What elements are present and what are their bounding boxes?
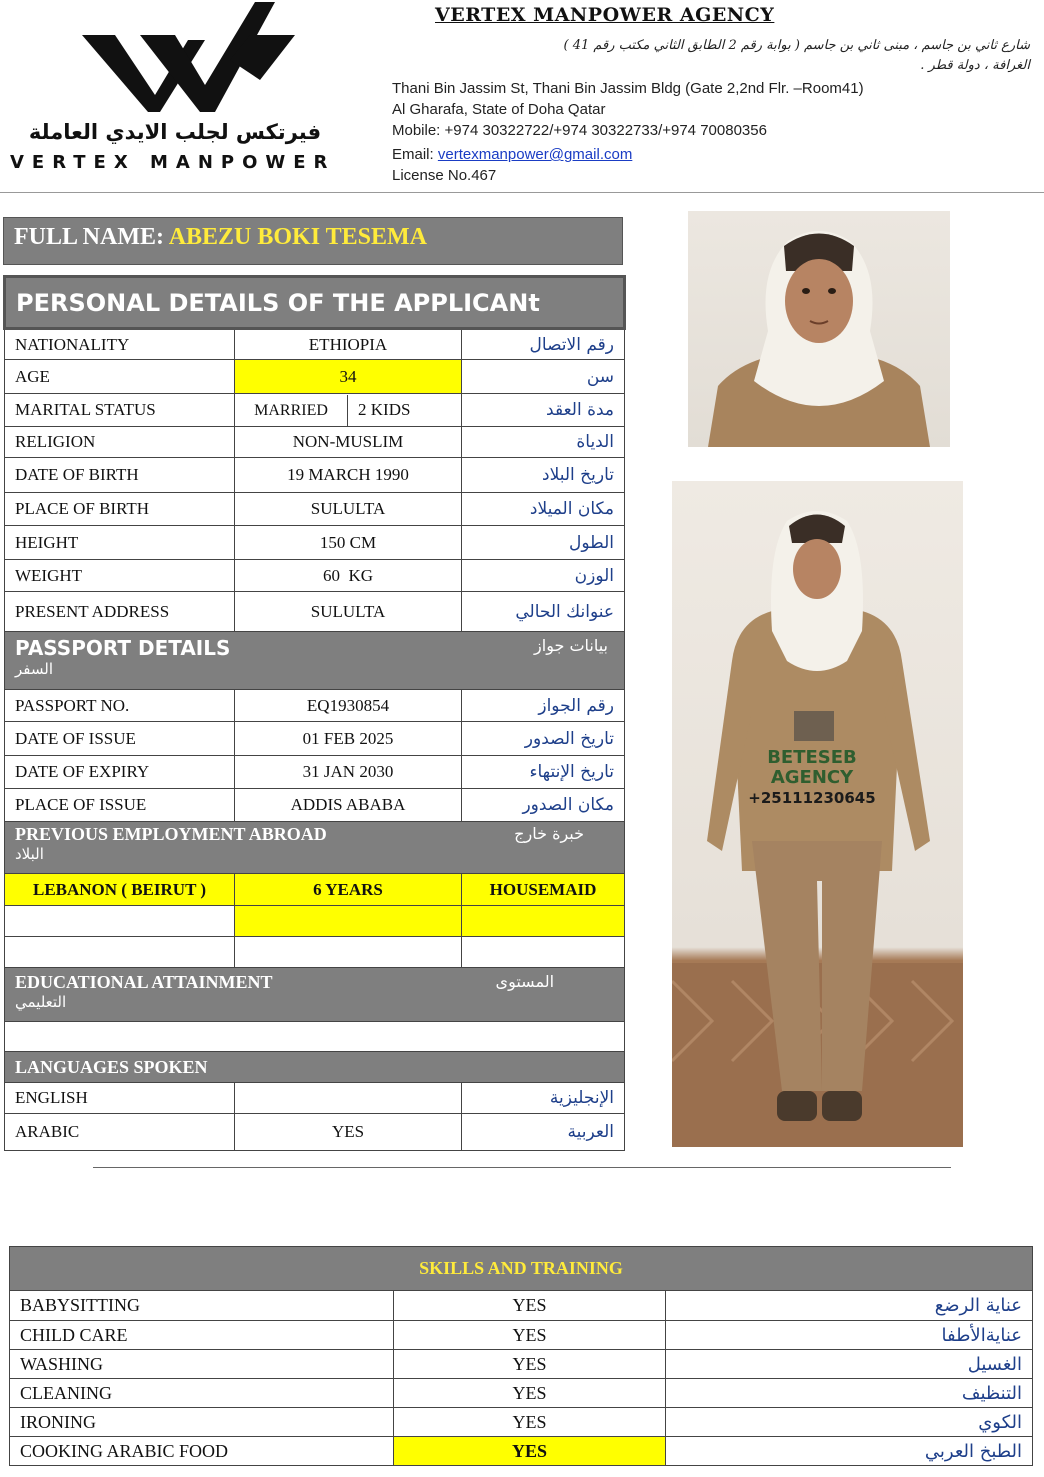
passport-no-label-ar: رقم الجواز: [462, 690, 625, 722]
email-line: [392, 146, 632, 163]
employment-empty-cell: [235, 906, 462, 937]
headshot-illustration: [688, 211, 950, 447]
table-row: [5, 394, 625, 427]
washing-label: WASHING: [10, 1350, 394, 1379]
employment-heading-row: [5, 822, 625, 874]
kids-value: 2 KIDS: [358, 400, 411, 419]
table-row: [10, 1350, 1033, 1379]
passport-details-heading: PASSPORT DETAILS: [15, 636, 231, 660]
date-of-issue-label: DATE OF ISSUE: [5, 722, 235, 756]
table-row: [10, 1321, 1033, 1350]
place-of-birth-label: PLACE OF BIRTH: [5, 493, 235, 526]
full-name-field: [14, 224, 427, 251]
shirt-print-line-2: AGENCY: [770, 767, 854, 788]
education-empty-cell: [5, 1022, 625, 1052]
vertex-logo: [80, 0, 320, 115]
passport-heading-ar-2: السفر: [15, 660, 53, 678]
passport-heading-row: [5, 632, 625, 690]
employment-empty-cell: [5, 906, 235, 937]
place-of-issue-value: ADDIS ABABA: [235, 789, 462, 822]
employment-duration: 6 YEARS: [235, 874, 462, 906]
email-label: Email:: [392, 146, 434, 163]
header-divider: [0, 192, 1044, 193]
arabic-label-ar: العربية: [462, 1114, 625, 1151]
height-label: HEIGHT: [5, 526, 235, 560]
date-of-expiry-label: DATE OF EXPIRY: [5, 756, 235, 789]
nationality-label: NATIONALITY: [5, 329, 235, 360]
marital-status-value: MARRIED: [235, 395, 348, 426]
table-row: [5, 1114, 625, 1151]
educational-attainment-heading: EDUCATIONAL ATTAINMENT: [15, 972, 273, 992]
passport-heading-ar: بيانات جواز: [534, 636, 609, 655]
weight-label-ar: الوزن: [462, 560, 625, 592]
table-row: [5, 1022, 625, 1052]
skills-table: [9, 1246, 1033, 1466]
full-body-photo: [672, 481, 963, 1147]
child-care-label-ar: عنايةالأطفا: [666, 1321, 1033, 1350]
religion-label-ar: الدياة: [462, 427, 625, 458]
date-of-expiry-value: 31 JAN 2030: [235, 756, 462, 789]
marital-status-cell: [235, 394, 462, 427]
present-address-label: PRESENT ADDRESS: [5, 592, 235, 632]
table-row: [5, 722, 625, 756]
english-label: ENGLISH: [5, 1083, 235, 1114]
cleaning-label-ar: التنظيف: [666, 1379, 1033, 1408]
child-care-label: CHILD CARE: [10, 1321, 394, 1350]
address-arabic: شارع ثاني بن جاسم ، مبنى ثاني بن جاسم ( بوابة رقم 2 الطابق الثاني مكتب رقم 41 ) الغرافة ، دولة قطر .: [563, 38, 1030, 73]
languages-spoken-heading: LANGUAGES SPOKEN: [5, 1052, 625, 1083]
place-of-issue-label: PLACE OF ISSUE: [5, 789, 235, 822]
agency-title: VERTEX MANPOWER AGENCY: [435, 4, 775, 26]
arabic-label: ARABIC: [5, 1114, 235, 1151]
employment-heading-ar-2: البلاد: [15, 845, 44, 863]
headshot-photo: [688, 211, 950, 447]
personal-details-heading: PERSONAL DETAILS OF THE APPLICANt: [5, 277, 625, 329]
table-row: [10, 1379, 1033, 1408]
height-value: 150 CM: [235, 526, 462, 560]
passport-no-value: EQ1930854: [235, 690, 462, 722]
cooking-arabic-food-value: YES: [394, 1437, 666, 1466]
table-row: [5, 1083, 625, 1114]
employment-heading-ar: خبرة خارج: [514, 824, 585, 843]
education-heading-ar: المستوى: [495, 972, 555, 991]
logo-english-text: VERTEX MANPOWER: [10, 152, 336, 173]
education-heading-ar-2: التعليمي: [15, 993, 67, 1011]
address-english-line-2: Al Gharafa, State of Doha Qatar: [392, 101, 606, 118]
skills-heading: SKILLS AND TRAINING: [10, 1247, 1033, 1291]
ironing-label: IRONING: [10, 1408, 394, 1437]
employment-empty-cell: [235, 937, 462, 968]
table-row: [5, 756, 625, 789]
table-row: [5, 526, 625, 560]
place-of-issue-label-ar: مكان الصدور: [462, 789, 625, 822]
logo-arabic-text: فيرتكس لجلب الايدي العاملة: [28, 120, 322, 144]
employment-position: HOUSEMAID: [462, 874, 625, 906]
table-row: [5, 937, 625, 968]
age-value: 34: [235, 360, 462, 394]
education-heading-row: [5, 968, 625, 1022]
table-row: [10, 1291, 1033, 1321]
table-row: [5, 560, 625, 592]
date-of-expiry-label-ar: تاريخ الإنتهاء: [462, 756, 625, 789]
marital-status-label: MARITAL STATUS: [5, 394, 235, 427]
religion-label: RELIGION: [5, 427, 235, 458]
shirt-print-line-3: +25111230645: [748, 789, 876, 807]
child-care-value: YES: [394, 1321, 666, 1350]
mobile-numbers: Mobile: +974 30322722/+974 30322733/+974 70080356: [392, 122, 767, 139]
employment-country: LEBANON ( BEIRUT ): [5, 874, 235, 906]
table-row: [5, 874, 625, 906]
license-number: License No.467: [392, 167, 497, 184]
english-label-ar: الإنجليزية: [462, 1083, 625, 1114]
employment-empty-cell: [5, 937, 235, 968]
table-row: [10, 1408, 1033, 1437]
weight-label: WEIGHT: [5, 560, 235, 592]
address-english-line-1: Thani Bin Jassim St, Thani Bin Jassim Bldg (Gate 2,2nd Flr. –Room41): [392, 80, 864, 97]
cleaning-value: YES: [394, 1379, 666, 1408]
height-label-ar: الطول: [462, 526, 625, 560]
table-row: [5, 906, 625, 937]
full-body-illustration: [672, 481, 963, 1147]
table-row: [5, 592, 625, 632]
place-of-birth-label-ar: مكان الميلاد: [462, 493, 625, 526]
table-row: [5, 493, 625, 526]
babysitting-label-ar: عناية الرضع: [666, 1291, 1033, 1321]
email-link[interactable]: vertexmanpower@gmail.com: [437, 146, 633, 163]
table-row: [5, 427, 625, 458]
date-of-issue-label-ar: تاريخ الصدور: [462, 722, 625, 756]
previous-employment-heading: PREVIOUS EMPLOYMENT ABROAD: [15, 824, 327, 844]
full-name-label: FULL NAME:: [14, 224, 164, 250]
present-address-label-ar: عنوانك الحالي: [462, 592, 625, 632]
age-label-ar: سن: [462, 360, 625, 394]
date-of-birth-label: DATE OF BIRTH: [5, 458, 235, 493]
age-label: AGE: [5, 360, 235, 394]
employment-empty-cell: [462, 937, 625, 968]
table-row: [5, 690, 625, 722]
shirt-print-line-1: BETESEB: [767, 747, 857, 768]
table-row: [5, 360, 625, 394]
present-address-value: SULULTA: [235, 592, 462, 632]
nationality-value: ETHIOPIA: [235, 329, 462, 360]
nationality-label-ar: رقم الاتصال: [462, 329, 625, 360]
table-row: [10, 1437, 1033, 1466]
employment-empty-cell: [462, 906, 625, 937]
full-name-value: ABEZU BOKI TESEMA: [168, 224, 427, 250]
place-of-birth-value: SULULTA: [235, 493, 462, 526]
washing-label-ar: الغسيل: [666, 1350, 1033, 1379]
date-of-issue-value: 01 FEB 2025: [235, 722, 462, 756]
ironing-label-ar: الكوي: [666, 1408, 1033, 1437]
applicant-details-table: [3, 275, 626, 1151]
languages-heading-row: [5, 1052, 625, 1083]
weight-value: 60 KG: [235, 560, 462, 592]
passport-no-label: PASSPORT NO.: [5, 690, 235, 722]
date-of-birth-value: 19 MARCH 1990: [235, 458, 462, 493]
religion-value: NON-MUSLIM: [235, 427, 462, 458]
cooking-arabic-food-label-ar: الطبخ العربي: [666, 1437, 1033, 1466]
babysitting-value: YES: [394, 1291, 666, 1321]
marital-status-label-ar: مدة العقد: [462, 394, 625, 427]
full-name-bar: [3, 217, 623, 265]
babysitting-label: BABYSITTING: [10, 1291, 394, 1321]
table-row: [5, 329, 625, 360]
arabic-value: YES: [235, 1114, 462, 1151]
english-value: [235, 1083, 462, 1114]
table-row: [5, 789, 625, 822]
washing-value: YES: [394, 1350, 666, 1379]
section-divider: [93, 1167, 951, 1168]
cleaning-label: CLEANING: [10, 1379, 394, 1408]
ironing-value: YES: [394, 1408, 666, 1437]
cooking-arabic-food-label: COOKING ARABIC FOOD: [10, 1437, 394, 1466]
date-of-birth-label-ar: تاريخ البلاد: [462, 458, 625, 493]
table-row: [5, 458, 625, 493]
